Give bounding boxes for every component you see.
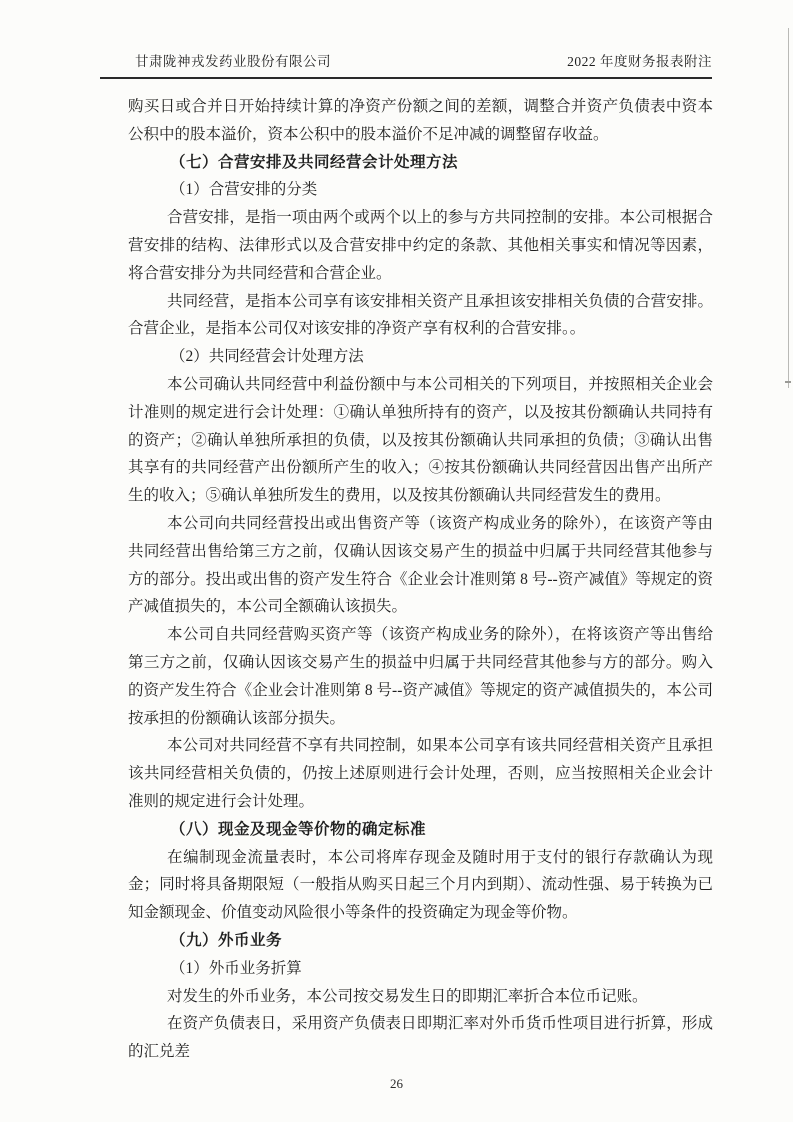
paragraph: 本公司向共同经营投出或出售资产等（该资产构成业务的除外），在该资产等由共同经营出售给第三方之前，仅确认因该交易产生的损益中归属于共同经营其他参与方的部分。投出或出售的资产发生符合《企业会计准则第 8 号--资产减值》等规定的资产减值损失的，本公司全额确认该损失。 [128,514,713,616]
page-footer [0,1076,793,1092]
paragraph: 本公司对共同经营不享有共同控制，如果本公司享有该共同经营相关资产且承担该共同经营相关负债的，仍按上述原则进行会计处理，否则，应当按照相关企业会计准则的规定进行会计处理。 [128,737,713,810]
paragraph: 在编制现金流量表时，本公司将库存现金及随时用于支付的银行存款确认为现金；同时将具备期限短（一般指从购买日起三个月内到期）、流动性强、易于转换为已知金额现金、价值变动风险很小等条件的投资确定为现金等价物。 [128,848,713,922]
paragraph: 对发生的外币业务，本公司按交易发生日的即期汇率折合本位币记账。 [167,987,648,1005]
section-heading-9: （九）外币业务 [170,931,283,949]
paragraph: 本公司自共同经营购买资产等（该资产构成业务的除外），在将该资产等出售给第三方之前，仅确认因该交易产生的损益中归属于共同经营其他参与方的部分。购入的资产发生符合《企业会计准则第 8 号--资产减值》等规定的资产减值损失的，本公司按承担的份额确认该部分损失。 [128,626,713,727]
page-header [100,50,712,79]
header-report-title: 2022 年度财务报表附注 [567,54,712,69]
paragraph: 本公司确认共同经营中利益份额中与本公司相关的下列项目，并按照相关企业会计准则的规定进行会计处理：①确认单独所持有的资产，以及按其份额确认共同持有的资产；②确认单独所承担的负债，以及按其份额确认共同承担的负债；③确认出售其享有的共同经营产出份额所产生的收入；④按其份额确认共同经营因出售产出所产生的收入；⑤确认单独所发生的费用，以及按其份额确认共同经营发生的费用。 [128,375,713,505]
paragraph-truncated: 在资产负债表日，采用资产负债表日即期汇率对外币货币性项目进行折算，形成的汇兑差 [128,1015,713,1061]
paragraph: 合营安排，是指一项由两个或两个以上的参与方共同控制的安排。本公司根据合营安排的结构、法律形式以及合营安排中约定的条款、其他相关事实和情况等因素，将合营安排分为共同经营和合营企业。 [128,209,713,282]
subsection-heading: （1）合营安排的分类 [170,181,318,199]
section-heading-8: （八）现金及现金等价物的确定标准 [170,820,427,838]
section-heading-7: （七）合营安排及共同经营会计处理方法 [170,153,459,171]
scan-artifact-tick [785,381,791,383]
document-body [128,93,713,1066]
subsection-heading: （2）共同经营会计处理方法 [170,348,364,366]
paragraph: 共同经营，是指本公司享有该安排相关资产且承担该安排相关负债的合营安排。合营企业，是指本公司仅对该安排的净资产享有权利的合营安排。。 [128,292,713,338]
header-company-name: 甘肃陇神戎发药业股份有限公司 [135,54,331,69]
paragraph-continuation: 购买日或合并日开始持续计算的净资产份额之间的差额，调整合并资产负债表中资本公积中的股本溢价，资本公积中的股本溢价不足冲减的调整留存收益。 [128,98,713,143]
subsection-heading: （1）外币业务折算 [170,959,302,977]
scan-artifact-edge-line [788,28,789,388]
page-number: 26 [390,1076,403,1091]
